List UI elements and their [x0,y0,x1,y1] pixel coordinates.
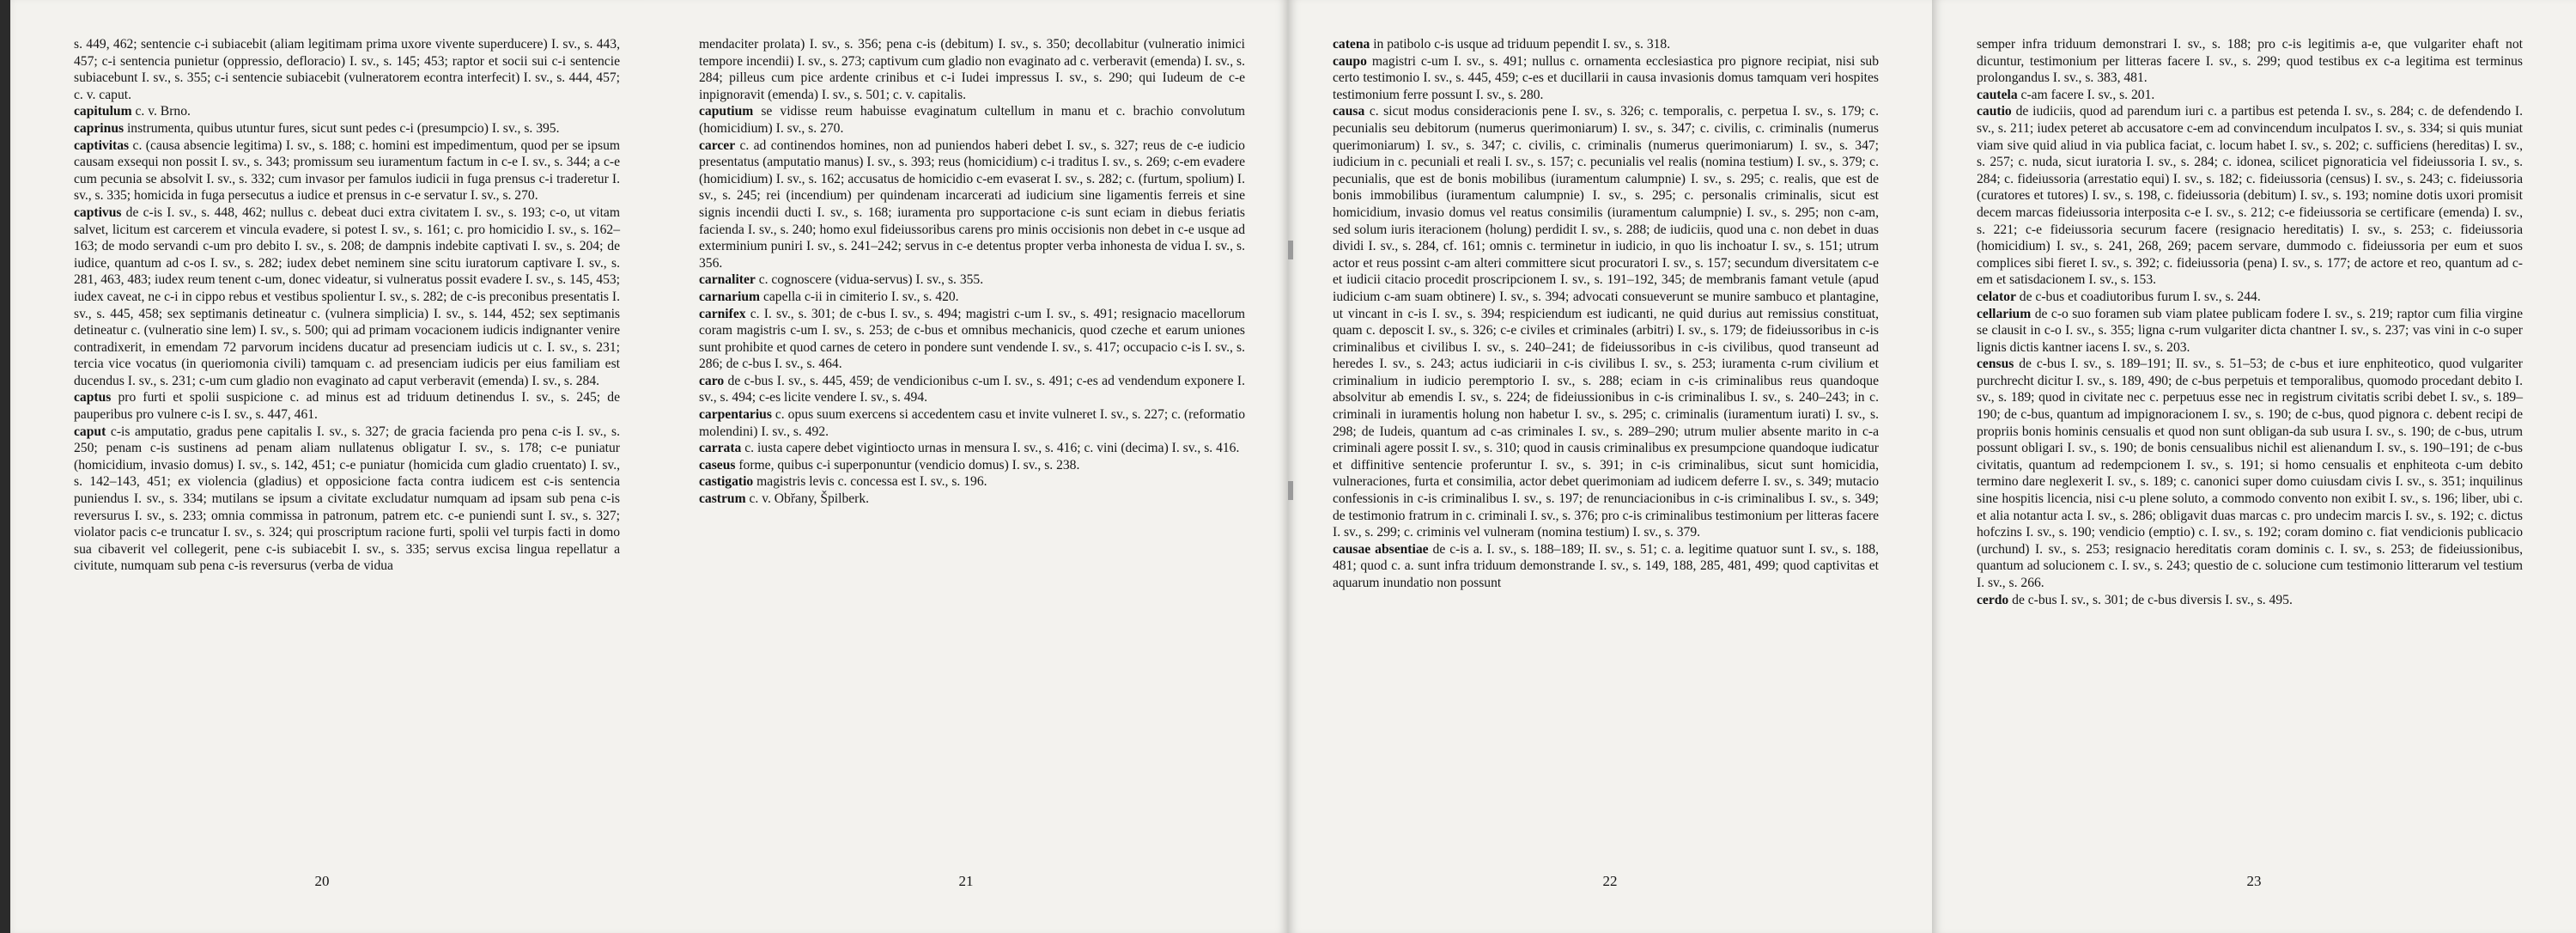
page-20 [0,0,644,933]
headword: cellarium [1977,306,2032,321]
index-entry [74,424,620,575]
entry-text: de c-is I. sv., s. 448, 462; nullus c. debeat duci extra civitatem I. sv., s. 193; c-o, ut vitam salvet, licitum est carcerem et vincula evadere, si potest I. sv., s. 161; c. pro homicidio I. sv., s. 162–163; de modo servandi c-um pro debito I. sv., s. 208; de dampnis indebite captivati I. sv., s. 204; de iudice, quantum ad c-os I. sv., s. 282; iudex debet neminem sine scitu iuratorum captivare I. sv., s. 281, 463, 483; iudex reum tenent c-um, donec videatur, si vulneratus possit evadere I. sv., s. 145, 453; iudex caveat, ne c-i in cippo rebus et vestibus spolientur I. sv., s. 282; de c-is preconibus presentatis I. sv., s. 445, 458; sex septimanis detineatur c. (vulnera simplicia) I. sv., s. 144, 452; sex septimanis detineatur c. (vulneratio sine lem) I. sv., s. 500; qui ad primam vocacionem iudicis indignanter venire contradixerit, in emendam 72 parvorum incidens ducatur ad presenciam iudicis ut c. I. sv., s. 231; tercia vice vocatus (in queriomonia civili) tamquam c. ad presenciam iudicis per eius familiam est ducendus I. sv., s. 231; c-um cum gladio non evaginato ad caput verberavit (emenda) I. sv., s. 284. [74,204,620,388]
headword: cautio [1977,104,2012,119]
headword: causae absentiae [1333,541,1429,557]
index-entry [699,271,1245,289]
entry-text: c. opus suum exercens si accedentem casu et invite vulneret I. sv., s. 227; c. (reformatio molendini) I. sv., s. 492. [699,407,1245,439]
entry-text: se vidisse reum habuisse evaginatum cultellum in manu et c. brachio convolutum (homicidium) I. sv., s. 270. [699,104,1245,136]
entry-text: magistri c-um I. sv., s. 491; nullus c. ornamenta ecclesiastica pro pignore recipiat, nisi sub certo testimonio I. sv., s. 445, 459; c-es et ducillarii in causa invasionis domus tamquam veri hospites testimonium ferre possunt I. sv., s. 280. [1333,53,1879,102]
entry-text: pro furti et spolii suspicione c. ad minus est ad triduum detinendus I. sv., s. 245; de pauperibus pro vulnere c-is I. sv., s. 447, 461. [74,390,620,423]
index-entry [74,103,620,120]
index-entry [699,373,1245,406]
scan-edge [0,0,10,933]
entry-text: de iudiciis, quod ad parendum iuri c. a partibus est petenda I. sv., s. 284; c. de defendendo I. sv., s. 211; iudex peteret ab accusatore c-em ad convincendum inculpatos I. sv., s. 334; si quis muniat viam sive quid aliud in via publica faciat, c. locum habet I. sv., s. 202; c. sufficiens (hereditas) I. sv., s. 257; c. nuda, sicut iuratoria I. sv., s. 284; c. idonea, scilicet pignoraticia vel fideiussoria I. sv., s. 284; c. fideiussoria (arrestatio equi) I. sv., s. 182; c. fideiussoria (census) I. sv., s. 243; c. fideiussoria (curatores et tutores) I. sv., s. 198, c. fideiussoria (debitum) I. sv., s. 193; nomine dotis uxori promisit decem marcas fideiussoria interposita c-e I. sv., s. 212; c-e fideiussoria se certificare (emenda) I. sv., s. 221; c-e fideiussoria securum facere (resignacio hereditatis) I. sv., s. 253; c. fideiussoria (homicidium) I. sv., s. 241, 268, 269; pacem servare, dummodo c. fideiussoria per eum et suos complices sibi fieret I. sv., s. 392; c. fideiussoria (pena) I. sv., s. 177; de actore et reo, quantum ad c-em et satisdacionem I. sv., s. 153. [1977,104,2523,288]
index-entry [699,491,1245,508]
headword: captivus [74,204,122,220]
scan-marker [1288,241,1293,259]
index-entry [74,120,620,137]
index-entry [1977,36,2523,87]
index-entry [699,457,1245,474]
headword: castrum [699,491,746,507]
page-number: 23 [2246,873,2262,889]
entry-text: semper infra triduum demonstrari I. sv., s. 188; pro c-is legitimis a-e, que vulgariter ehaft not dicuntur, testimonium per litteras facere I. sv., s. 299; quod testibus ex c-a legitima est terminus prolongandus I. sv., s. 383, 481. [1977,37,2523,86]
headword: captus [74,390,112,406]
index-entry [1977,103,2523,289]
index-entry [699,473,1245,491]
headword: carrata [699,441,742,456]
index-column [1977,36,2523,608]
headword: carnaliter [699,272,756,288]
entry-text: forme, quibus c-i superponuntur (vendicio domus) I. sv., s. 238. [738,457,1080,473]
index-entry [1333,53,1879,104]
headword: causa [1333,104,1365,119]
headword: carcer [699,137,736,153]
page-23 [1932,0,2576,933]
headword: caupo [1333,53,1367,69]
headword: carnifex [699,306,746,321]
page-22 [1288,0,1932,933]
entry-text: de c-bus et coadiutoribus furum I. sv., s. 244. [2019,289,2261,304]
headword: census [1977,357,2014,372]
index-entry [1977,306,2523,357]
index-entry [699,36,1245,103]
entry-text: c. v. Obřany, Špilberk. [749,491,870,507]
headword: castigatio [699,474,754,490]
entry-text: c. sicut modus consideracionis pene I. sv., s. 326; c. temporalis, c. perpetua I. sv., s. 179; c. pecunialis seu debitorum (numerus querimoniarum) I. sv., s. 347; c. civilis, c. criminalis (numerus querimoniarum) I. sv., s. 347; c. civilis, c. criminalis (numerus querimoniarum) I. sv., s. 347; iudicium in c. pecuniali et reali I. sv., s. 157; c. pecunialis vel realis (nomina testium) I. sv., s. 379; c. pecunialis, que est de bonis mobilibus (iuramentum calumpnie) I. sv., s. 295; c. realis, que est de bonis immobilibus (iuramentum calumpnie) I. sv., s. 295; c. personalis criminalis, sicut est homicidium, invasio domus vel reatus consimilis (iuramentum calumpnie) I. sv., s. 295; non c-am, sed solum iuris iteracionem (holung) perdidit I. sv., s. 288; de iudiciis, quod una c. non debet in duas dividi I. sv., s. 284, cf. 161; omnis c. terminetur in iudicio, in quo lis inchoatur I. sv., s. 151; utrum actor et reus possint c-am alteri committere sicut procuratori I. sv., s. 157; secundum diversitatem c-e et iudicii citacio procedit proscripcionem I. sv., s. 191–192, 345; de membranis famant vetule (apud iudicium c-am suam obtinere) I. sv., s. 394; advocati consueverunt se munire sambuco et plantagine, ut vincant in c-is I. sv., s. 394; respiciendum est iudicanti, ne quid durius aut remissius constituat, quam c. deposcit I. sv., s. 326; c-e civiles et criminales (arbitri) I. sv., s. 179; de fideiussoribus in c-is criminalibus et civilibus I. sv., s. 240–241; de fideiussoribus in c-is civilibus, quod transeunt ad heredes I. sv., s. 243; actus iudiciarii in c-is civilibus I. sv., s. 253; iuramenta c-rum civilium et criminalium in iudicio peremptorio I. sv., s. 288; eciam in c-is criminalibus reus quandoque absolvitur ab emendis I. sv., s. 224; de fideiussionibus in c-is criminalibus I. sv., s. 240–243; in c. criminali in iuramentis holung non habetur I. sv., s. 295; c. criminalis (iuramentum iurati) I. sv., s. 298; de Iudeis, quantum ad c-as criminales I. sv., s. 289–290; utrum mulier absente marito in c-a criminali agere possit I. sv., s. 310; quod in causis criminalibus ex presumpcione quandoque iudicatur et diffinitive sentencie proferuntur I. sv., s. 391; in c-is criminalibus, sicut sunt homicidia, vulneraciones, furta et consimilia, actor debet querimoniam ad iudicem deferre I. sv., s. 349; mutacio confessionis in c-is criminalibus I. sv., s. 197; de renunciacionibus in c-is criminalibus I. sv., s. 349; de testimonio fratrum in c. criminali I. sv., s. 376; pro c-is criminalibus testimonium per litteras facere I. sv., s. 299; c. criminis vel vulneram (nomina testium) I. sv., s. 379. [1333,104,1880,540]
entry-text: c. (causa absencie legitima) I. sv., s. 188; c. homini est impedimentum, quod per se ipsum causam exsequi non possit I. sv., s. 343; promissum seu iuramentum factum in c-e I. sv., s. 344; a c-e cum pecunia se absolvit I. sv., s. 332; cum invasor per famulos iudicii in fuga prensus c-i traderetur I. sv., s. 335; homicida in fuga persecutus a iudice et prensus in c-e servatur I. sv., s. 270. [74,137,620,204]
index-entry [74,36,620,103]
headword: caput [74,424,106,439]
index-entry [74,137,620,204]
headword: carpentarius [699,407,772,423]
headword: catena [1333,37,1370,52]
headword: cautela [1977,87,2018,102]
index-entry [1333,36,1879,53]
index-entry [1977,356,2523,591]
entry-text: c. iusta capere debet vigintiocto urnas in mensura I. sv., s. 416; c. vini (decima) I. sv., s. 416. [744,441,1240,456]
index-entry [1977,592,2523,609]
page-21 [644,0,1288,933]
entry-text: de c-bus I. sv., s. 301; de c-bus diversis I. sv., s. 495. [2012,592,2293,607]
entry-text: s. 449, 462; sentencie c-i subiacebit (aliam legitimam prima uxore vivente superducere) I. sv., s. 443, 457; c-i sentencia punietur (oppressio, defloracio) I. sv., s. 145; 453; raptor et socii sui c-i sentencie subiacebunt I. sv., s. 355; c-i sentencie subiacebit (vulneratorem econtra interfecit) I. sv., s. 444, 457; c. v. caput. [74,37,620,102]
index-entry [699,289,1245,306]
headword: carnarium [699,289,761,304]
entry-text: c. cognoscere (vidua-servus) I. sv., s. 355. [758,272,984,288]
index-column [699,36,1245,508]
page-number: 22 [1602,873,1618,889]
headword: capitulum [74,104,132,119]
headword: caseus [699,457,736,473]
index-column [1333,36,1879,592]
entry-text: de c-o suo foramen sub viam platee publicam fodere I. sv., s. 219; raptor cum filia virgine se clausit in c-o I. sv., s. 355; ligna c-rum vulgariter dicta chantner I. sv., s. 237; vas vini in c-o super lignis dictis kantner iacens I. sv., s. 203. [1977,306,2523,355]
entry-text: instrumenta, quibus utuntur fures, sicut sunt pedes c-i (presumpcio) I. sv., s. 395. [126,120,560,136]
index-entry [74,389,620,423]
index-entry [74,204,620,390]
headword: caro [699,373,725,388]
entry-text: c. v. Brno. [135,104,191,119]
headword: caprinus [74,120,125,136]
headword: cerdo [1977,592,2009,607]
page-number: 20 [314,873,330,889]
headword: celator [1977,289,2016,304]
page-number: 21 [958,873,974,889]
index-column [74,36,620,575]
index-entry [1977,289,2523,306]
index-entry [699,440,1245,457]
headword: captivitas [74,137,130,153]
index-entry [699,137,1245,272]
entry-text: magistris levis c. concessa est I. sv., s. 196. [756,474,987,490]
entry-text: c-is amputatio, gradus pene capitalis I. sv., s. 327; de gracia facienda pro pena c-is I. sv., s. 250; penam c-is sustinens ad penam aliam nullatenus obligatur I. sv., s. 178; c-e puniatur (homicidium, invasio domus) I. sv., s. 142, 451; c-e puniatur (homicida cum gladio cruentato) I. sv., s. 142–143, 451; ex violencia (gladius) et opposicione facta contra iudicem est c-is sentencia puniendus I. sv., s. 334; mutilans se ipsum a civitate excludatur numquam ad ipsam sub pena c-is reversurus I. sv., s. 233; omnia commissa in patronum, patrem etc. c-e puniendi sunt I. sv., s. 327; violator pacis c-e truncatur I. sv., s. 324; qui proscriptum racione furti, spolii vel turpis facti in domo sua cibaverit vel collegerit, pene c-is subiacebit I. sv., s. 335; servus excisa lingua repellatur a civitute, numquam sub pena c-is reversurus (verba de vidua [74,424,620,574]
index-entry [699,406,1245,440]
entry-text: c. ad continendos homines, non ad puniendos haberi debet I. sv., s. 327; reus de c-e iudicio presentatus (amputatio manus) I. sv., s. 393; reus (homicidium) c-i traditus I. sv., s. 269; c-em evadere (homicidium) I. sv., s. 162; accusatus de homicidio c-em evaserat I. sv., s. 282; c. (furtum, spolium) I. sv., s. 245; rei (incendium) per quindenam incarcerati ad iudicium sine ligamentis ferreis et sine signis incendii ducti I. sv., s. 168; iuramenta pro supportacione c-is sunt eciam in diebus feriatis facienda I. sv., s. 240; homo exul fideiussoribus carens pro minis occisionis non debet in c-e usque ad exterminium puniri I. sv., s. 241–242; servus in c-e detentus propter verba inhonesta de vidua I. sv., s. 356. [699,137,1245,271]
index-entry [1977,87,2523,104]
index-entry [1333,541,1879,592]
entry-text: mendaciter prolata) I. sv., s. 356; pena c-is (debitum) I. sv., s. 350; decollabitur (vulneratio inimici tempore incendii) I. sv., s. 273; captivum cum gladio non evaginato ad c. verberavit (emenda) I. sv., s. 284; pilleus cum pice ardente crinibus et c-i Iudei impressus I. sv., s. 290; qui Iudeum de c-e inpignoravit (emenda) I. sv., s. 501; c. v. capitalis. [699,37,1245,102]
scan-marker [1288,481,1293,500]
index-entry [699,306,1245,373]
entry-text: in patibolo c-is usque ad triduum pependit I. sv., s. 318. [1373,37,1671,52]
entry-text: c-am facere I. sv., s. 201. [2020,87,2155,102]
index-entry [699,103,1245,137]
entry-text: de c-bus I. sv., s. 189–191; II. sv., s. 51–53; de c-bus et iure enphiteoticο, quod vulgariter purchrecht dicitur I. sv., s. 189, 490; de c-bus perpetuis et temporalibus, quomodo procedant debito I. sv., s. 189; quod in civitate nec c. perpetuus esse nec in registrum civitatis scribi debet I. sv., s. 189–190; de c-bus, quantum ad impignoracionem I. sv., s. 190; de c-bus, quod pignora c. debent recipi de propriis bonis hominis censualis et quod non sunt obligan-da sub usura I. sv., s. 190; de c-bus, utrum possunt obligari I. sv., s. 190; de bonis censualibus nichil est alienandum I. sv., s. 190–191; de c-bus civitatis, quantum ad redempcionem I. sv., s. 191; si homo censualis et enphiteota c-um debito termino dare neglexerit I. sv., s. 189; c. canonici super domo cuiusdam civis I. sv., s. 351; inquilinus sine hospitis licencia, nisi c-u plene soluto, a commodo convento non exibit I. sv., s. 196; liber, ubi c. et alia notantur acta I. sv., s. 286; obligavit duas marcas c. pro undecim marcis I. sv., s. 192; c. dictus hofczins I. sv., s. 190; vendicio (emptio) c. I. sv., s. 192; coram domino c. fiat vendicionis publicacio (urchund) I. sv., s. 253; resignacio hereditatis coram dominis c. I. sv., s. 253; de fideiussionibus, quantum ad solucionem c. I. sv., s. 243; questio de c. solucione cum testimonio litterarum vel testium I. sv., s. 266. [1977,357,2523,590]
entry-text: capella c-ii in cimiterio I. sv., s. 420. [762,289,959,304]
headword: caputium [699,104,754,119]
index-entry [1333,103,1879,540]
entry-text: de c-is a. I. sv., s. 188–189; II. sv., s. 51; c. a. legitime quatuor sunt I. sv., s. 188, 481; quod c. a. sunt infra triduum demonstrande I. sv., s. 149, 188, 285, 481, 499; quod captivitas et aquarum inundatio non possunt [1333,541,1880,590]
entry-text: de c-bus I. sv., s. 445, 459; de vendicionibus c-um I. sv., s. 491; c-es ad vendendum exponere I. sv., s. 494; c-es licite vendere I. sv., s. 494. [699,373,1246,406]
entry-text: c. I. sv., s. 301; de c-bus I. sv., s. 494; magistri c-um I. sv., s. 491; resignacio macellorum coram magistris c-um I. sv., s. 253; de c-bus et omnibus mechanicis, quod czeche et earum uniones sunt prohibite et quod carnes de cetero in pondere sunt vendende I. sv., s. 417; occupacio c-is I. sv., s. 286; de c-bus I. sv., s. 464. [699,306,1245,372]
